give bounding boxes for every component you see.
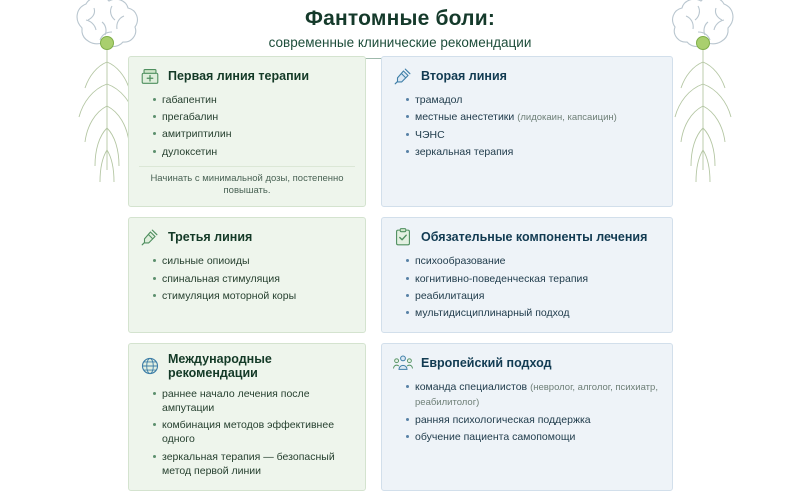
list-item: дулоксетин <box>153 145 355 159</box>
list-item: психообразование <box>406 254 662 268</box>
globe-icon <box>139 355 161 377</box>
list-item: обучение пациента самопомощи <box>406 430 662 444</box>
card-list <box>139 254 355 303</box>
card-list <box>139 93 355 159</box>
list-item: когнитивно-поведенческая терапия <box>406 272 662 286</box>
list-item: прегабалин <box>153 110 355 124</box>
card-header <box>392 352 662 374</box>
card-european-approach <box>381 343 673 491</box>
card-international-recommendations <box>128 343 366 491</box>
list-item: амитриптилин <box>153 127 355 141</box>
card-list <box>392 93 662 159</box>
card-list <box>392 254 662 320</box>
list-item-note: (невролог, алголог, психиатр, реабилитолог) <box>415 382 658 408</box>
card-header <box>392 65 662 87</box>
list-item: реабилитация <box>406 289 662 303</box>
card-list <box>392 380 662 444</box>
card-title: Международные рекомендации <box>168 352 272 381</box>
pill-box-icon <box>139 65 161 87</box>
card-third-line <box>128 217 366 333</box>
card-title: Первая линия терапии <box>168 68 310 83</box>
team-icon <box>392 352 414 374</box>
card-list <box>139 387 355 478</box>
list-item: ЧЭНС <box>406 128 662 142</box>
list-item: зеркальная терапия — безопасный метод первой линии <box>153 450 355 478</box>
page-subtitle: современные клинические рекомендации <box>268 35 532 51</box>
card-second-line <box>381 56 673 207</box>
list-item: стимуляция моторной коры <box>153 289 355 303</box>
list-item: спинальная стимуляция <box>153 272 355 286</box>
list-item: раннее начало лечения после ампутации <box>153 387 355 415</box>
card-title: Обязательные компоненты лечения <box>421 230 648 245</box>
list-item <box>406 380 662 410</box>
card-note: Начинать с минимальной дозы, постепенно повышать. <box>139 166 355 198</box>
list-item: трамадол <box>406 93 662 107</box>
card-title: Вторая линия <box>421 68 507 83</box>
card-mandatory-components <box>381 217 673 333</box>
syringe-icon <box>139 226 161 248</box>
list-item: мультидисциплинарный подход <box>406 306 662 320</box>
list-item: габапентин <box>153 93 355 107</box>
card-header <box>139 65 355 87</box>
syringe-icon <box>392 65 414 87</box>
recommendations-grid <box>128 56 673 491</box>
card-header <box>139 352 355 381</box>
card-title: Третья линия <box>168 230 253 245</box>
card-header <box>139 226 355 248</box>
card-first-line-therapy <box>128 56 366 207</box>
list-item: сильные опиоиды <box>153 254 355 268</box>
list-item <box>406 110 662 125</box>
list-item: комбинация методов эффективнее одного <box>153 418 355 446</box>
list-item-note: (лидокаин, капсаицин) <box>517 112 617 124</box>
page-header <box>0 0 800 59</box>
list-item: ранняя психологическая поддержка <box>406 413 662 427</box>
card-header <box>392 226 662 248</box>
list-item-text: местные анестетики <box>415 111 515 124</box>
clipboard-check-icon <box>392 226 414 248</box>
card-title: Европейский подход <box>421 355 552 370</box>
page-title: Фантомные боли: <box>304 7 496 30</box>
list-item-text: команда специалистов <box>415 381 528 394</box>
list-item: зеркальная терапия <box>406 145 662 159</box>
